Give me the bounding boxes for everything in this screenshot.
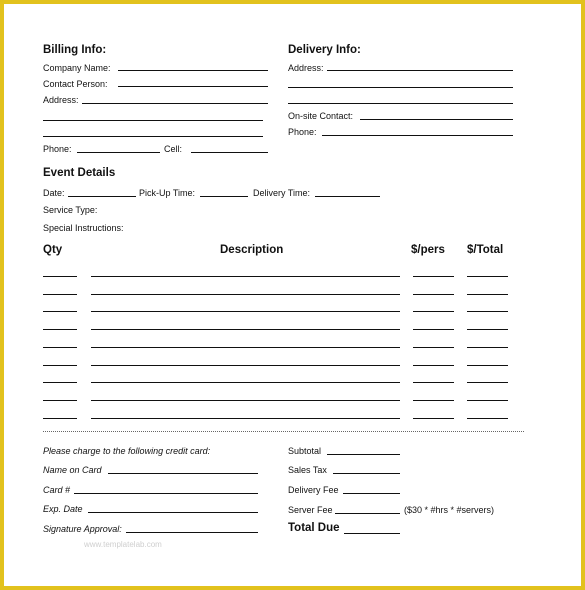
company-name-label: Company Name: [43,63,111,73]
delivery-address-label: Address: [288,63,324,73]
description-cell[interactable] [91,311,400,312]
total-cell[interactable] [467,365,508,366]
delivery-address-line-2[interactable] [288,87,513,88]
billing-address-line-2[interactable] [43,120,263,121]
qty-cell[interactable] [43,400,77,401]
delivery-phone-field[interactable] [322,135,513,136]
per-person-cell[interactable] [413,311,454,312]
cell-field[interactable] [191,152,268,153]
per-person-cell[interactable] [413,365,454,366]
total-due-field[interactable] [344,533,400,534]
total-cell[interactable] [467,382,508,383]
per-person-cell[interactable] [413,418,454,419]
description-cell[interactable] [91,347,400,348]
onsite-contact-label: On-site Contact: [288,111,354,121]
delivery-info-title: Delivery Info: [288,44,361,56]
billing-info-title: Billing Info: [43,44,107,56]
description-cell[interactable] [91,294,400,295]
pickup-time-label: Pick-Up Time: [139,188,196,198]
total-cell[interactable] [467,400,508,401]
service-type-label: Service Type: [43,205,98,215]
description-cell[interactable] [91,418,400,419]
billing-address-field[interactable] [82,103,268,104]
per-person-cell[interactable] [413,382,454,383]
total-cell[interactable] [467,311,508,312]
pickup-time-field[interactable] [200,196,248,197]
name-on-card-field[interactable] [108,473,258,474]
contact-person-label: Contact Person: [43,79,108,89]
server-fee-label: Server Fee [288,505,333,515]
exp-date-field[interactable] [88,512,258,513]
qty-cell[interactable] [43,418,77,419]
qty-cell[interactable] [43,276,77,277]
qty-cell[interactable] [43,294,77,295]
signature-label: Signature Approval: [43,524,122,534]
delivery-address-field[interactable] [327,70,513,71]
event-details-title: Event Details [43,167,116,179]
company-name-field[interactable] [118,70,268,71]
cell-label: Cell: [164,144,183,154]
description-cell[interactable] [91,365,400,366]
onsite-contact-field[interactable] [360,119,513,120]
per-person-cell[interactable] [413,400,454,401]
total-cell[interactable] [467,276,508,277]
total-cell[interactable] [467,418,508,419]
qty-cell[interactable] [43,347,77,348]
section-divider [43,431,524,432]
qty-header: Qty [43,244,63,256]
exp-date-label: Exp. Date [43,504,83,514]
subtotal-label: Subtotal [288,446,322,456]
date-field[interactable] [68,196,136,197]
faint-watermark-text: www.templatelab.com [84,540,162,549]
billing-phone-field[interactable] [77,152,160,153]
qty-cell[interactable] [43,329,77,330]
delivery-fee-field[interactable] [343,493,400,494]
per-person-cell[interactable] [413,294,454,295]
description-cell[interactable] [91,329,400,330]
billing-address-line-3[interactable] [43,136,263,137]
server-fee-field[interactable] [335,513,400,514]
sales-tax-field[interactable] [333,473,400,474]
qty-cell[interactable] [43,365,77,366]
delivery-address-line-3[interactable] [288,103,513,104]
description-cell[interactable] [91,276,400,277]
total-header: $/Total [467,244,504,256]
special-instructions-label: Special Instructions: [43,223,124,233]
charge-note: Please charge to the following credit card: [43,446,211,456]
card-number-label: Card # [43,485,71,495]
description-header: Description [220,244,284,256]
server-fee-note: ($30 * #hrs * #servers) [404,505,495,515]
total-cell[interactable] [467,329,508,330]
delivery-phone-label: Phone: [288,127,317,137]
billing-phone-label: Phone: [43,144,72,154]
total-cell[interactable] [467,294,508,295]
subtotal-field[interactable] [327,454,400,455]
per-person-cell[interactable] [413,347,454,348]
sales-tax-label: Sales Tax [288,465,327,475]
date-label: Date: [43,188,65,198]
description-cell[interactable] [91,382,400,383]
card-number-field[interactable] [74,493,258,494]
billing-address-label: Address: [43,95,79,105]
delivery-fee-label: Delivery Fee [288,485,339,495]
per-person-cell[interactable] [413,329,454,330]
total-due-label: Total Due [288,522,340,534]
per-person-header: $/pers [411,244,445,256]
qty-cell[interactable] [43,382,77,383]
total-cell[interactable] [467,347,508,348]
delivery-time-field[interactable] [315,196,380,197]
delivery-time-label: Delivery Time: [253,188,311,198]
signature-field[interactable] [126,532,258,533]
qty-cell[interactable] [43,311,77,312]
form-sheet [4,4,581,586]
name-on-card-label: Name on Card [43,465,102,475]
description-cell[interactable] [91,400,400,401]
per-person-cell[interactable] [413,276,454,277]
contact-person-field[interactable] [118,86,268,87]
